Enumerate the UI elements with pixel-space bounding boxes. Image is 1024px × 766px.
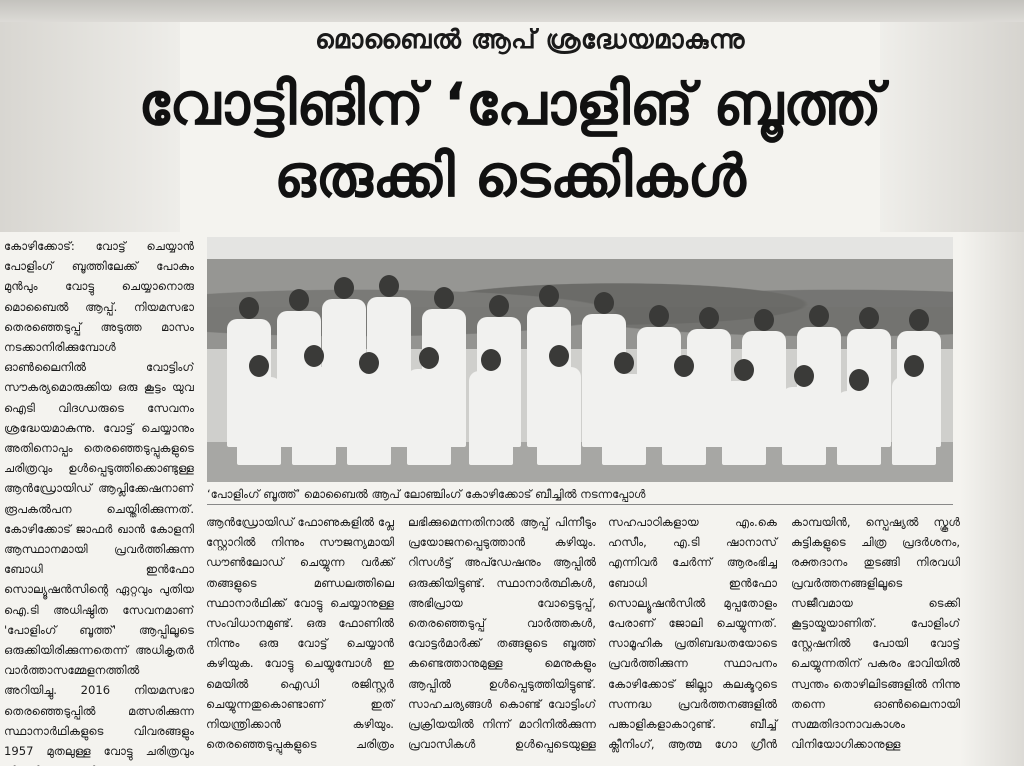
article-kicker: മൊബൈൽ ആപ് ശ്രദ്ധേയമാകുന്നു — [315, 25, 745, 55]
person — [347, 352, 391, 465]
person — [892, 355, 936, 465]
group-photo — [207, 237, 953, 482]
article-column-1-visible: കോഴിക്കോട്: വോട്ട് ചെയ്യാൻ പോളിംഗ് ബൂത്തിലേക്ക് പോകും മുൻപും വോട്ടു ചെയ്യാനൊരു മൊബൈൽ ആപ്പ്. നിയമസഭാ തെരഞ്ഞെടുപ്പ് അടുത്ത മാസം നടക്കാനിരിക്കുമ്പോൾ ഓൺലൈനിൽ വോട്ടിംഗ് സൗകര്യമൊരുക്കിയ ഒരു കൂട്ടം യുവ ഐടി വിദഗ്ധരുടെ സേവനം ശ്രദ്ധേയമാകുന്നു. വോട്ട് ചെയ്യാനും അതിനൊപ്പം തെരഞ്ഞെടുപ്പുകളുടെ ചരിത്രവും ഉൾപ്പെടുത്തിക്കൊണ്ടുള്ള ആൻഡ്രോയിഡ് ആപ്ലിക്കേഷനാണ് രൂപകൽപന ചെയ്തിരിക്കുന്നത്. കോഴിക്കോട് ജാഫർ ഖാൻ കോളനി ആസ്ഥാനമായി പ്രവർത്തിക്കുന്ന ബോധി ഇൻഫോ സൊല്യൂഷൻസിന്റെ ഏറ്റവും പുതിയ ഐ.ടി അധിഷ്ഠിത സേവനമാണ് 'പോളിംഗ് ബൂത്ത്' ആപ്പിലൂടെ ഒരുക്കിയിരിക്കുന്നതെന്ന് അധികൃതർ വാർത്താസമ്മേളനത്തിൽ അറിയിച്ചു. 2016 നിയമസഭാ തെരഞ്ഞെടുപ്പിൽ മത്സരിക്കുന്ന സ്ഥാനാർഥികളുടെ വിവരങ്ങളും 1957 മുതലുള്ള വോട്ടു ചരിത്രവും — [4, 239, 194, 759]
article-column-3: സഹപാഠികളായ എം.കെ ഹസീം, എ.ടി ഷാനാസ് എന്നിവർ ചേർന്ന് ആരംഭിച്ച ബോധി ഇൻഫോ സൊല്യൂഷൻസിൽ മുപ്പതോളം പേരാണ് ജോലി ചെയ്യുന്നത്. സാമൂഹിക പ്രതിബദ്ധതയോടെ പ്രവർത്തിക്കുന്ന സ്ഥാപനം കോഴിക്കോട് ജില്ലാ കലക്ടറുടെ സന്നദ്ധ പ്രവർത്തനങ്ങളിൽ പങ്കാളികളാകാറുണ്ട്. ബീച്ച് ക്ലീനിംഗ്, ആത്മ ഗോ ഗ്രീൻ കാമ്പയിൻ, സ്പെഷ്യൽ സ്കൂൾ കുട്ടികളുടെ ചിത്ര പ്രദർശനം, രക്തദാനം തുടങ്ങി നിരവധി പ്രവർത്തനങ്ങളിലൂടെ സജീവമായ ടെക്കി കൂട്ടായ്മയാണിത്. പോളിംഗ് സ്റ്റേഷനിൽ പോയി വോട്ട് ചെയ്യുന്നതിന് പകരം ഭാവിയിൽ സ്വന്തം തൊഴിലിടങ്ങളിൽ നിന്നു തന്നെ ഓൺലൈനായി സമ്മതിദാനാവകാശം വിനിയോഗിക്കാനുള്ള — [608, 515, 960, 752]
person — [782, 365, 826, 465]
person — [722, 359, 766, 465]
article-column-2: ആൻഡ്രോയിഡ് ഫോണുകളിൽ പ്ലേ സ്റ്റോറിൽ നിന്നും സൗജന്യമായി ഡൗൺലോഡ് ചെയ്യുന്ന വർക്ക് തങ്ങളുടെ മണ്ഡലത്തിലെ സ്ഥാനാർഥിക്ക് വോട്ടു ചെയ്യാനുള്ള സംവിധാനമുണ്ട്. ഒരു ഫോണിൽ നിന്നും ഒരു വോട്ട് ചെയ്യാൻ കഴിയുക. വോട്ടു ചെയ്യുമ്പോൾ ഇ മെയിൽ ഐഡി രജിസ്റ്റർ ചെയ്യുന്നതുകൊണ്ടാണ് ഇത് നിയന്ത്രിക്കാൻ കഴിയും. തെരഞ്ഞെടുപ്പുകളുടെ ചരിത്രം ലഭിക്കുമെന്നതിനാൽ ആപ്പ് പിന്നീടും പ്രയോജനപ്പെടുത്താൻ കഴിയും. റിസൾട്ട് അപ്ഡേഷനും ആപ്പിൽ ഒരുക്കിയിട്ടുണ്ട്. സ്ഥാനാർത്ഥികൾ, അഭിപ്രായ വോട്ടെടുപ്പ്, തെരഞ്ഞെടുപ്പ് വാർത്തകൾ, വോട്ടർമാർക്ക് തങ്ങളുടെ ബൂത്ത് കണ്ടെത്താനുമുള്ള മെനുകളും ആപ്പിൽ ഉൾപ്പെടുത്തിയിട്ടുണ്ട്. സാഹചര്യങ്ങൾ കൊണ്ട് വോട്ടിംഗ് പ്രക്രിയയിൽ നിന്ന് മാറിനിൽക്കുന്ന പ്രവാസികൾ ഉൾപ്പെടെയുള്ള — [206, 515, 596, 752]
article-headline — [60, 68, 960, 212]
photo-caption: ‘പോളിംഗ് ബൂത്ത്’ മൊബൈൽ ആപ് ലോഞ്ചിംഗ് കോഴിക്കോട് ബീച്ചിൽ നടന്നപ്പോൾ — [207, 484, 953, 505]
person — [292, 345, 336, 465]
person — [837, 369, 881, 465]
person — [537, 345, 581, 465]
person — [407, 347, 451, 465]
person — [602, 352, 646, 465]
person — [469, 349, 513, 465]
headline-line-1: വോട്ടിങിന് ‘പോളിങ് ബൂത്ത് — [138, 70, 882, 138]
headline-line-2: ഒരുക്കി ടെക്കികൾ — [274, 142, 746, 210]
person — [662, 355, 706, 465]
person — [237, 355, 281, 465]
faded-adjacent-column — [960, 232, 1024, 766]
